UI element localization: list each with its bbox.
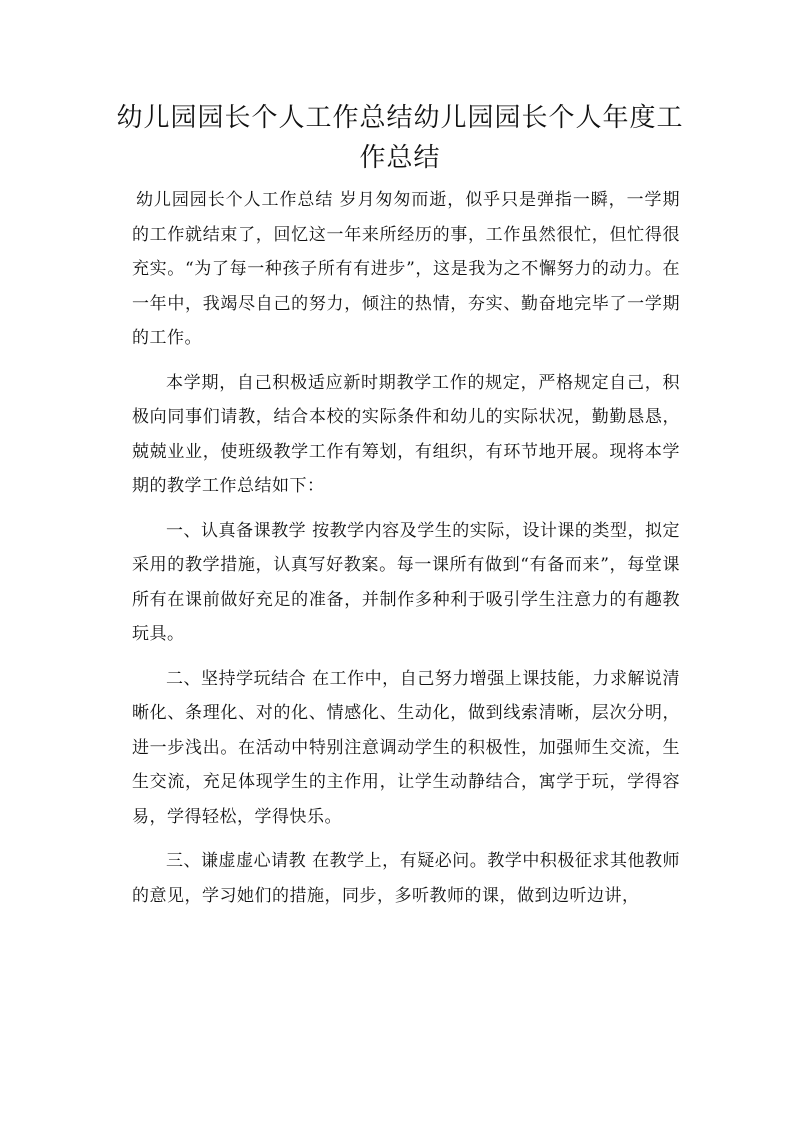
section-text: 在教学上，有疑必问。教学中积极征求其他教师的意见，学习她们的措施，同步，多听教师的课，做到边听边讲，: [132, 851, 681, 906]
section-text: 按教学内容及学生的实际，设计课的类型，拟定采用的教学措施，认真写好教案。每一课所有做到“有备而来”，每堂课所有在课前做好充足的准备，并制作多种利于吸引学生注意力的有趣教玩具。: [132, 520, 681, 644]
section-heading: 一、认真备课教学: [166, 520, 313, 541]
section-prepare-lessons: [132, 514, 680, 652]
document-body: [132, 183, 680, 923]
section-text: 在工作中，自己努力增强上课技能，力求解说清晰化、条理化、对的化、情感化、生动化，做到线索清晰，层次分明，进一步浅出。在活动中特别注意调动学生的积极性，加强师生交流，生生交流，充足体现学生的主作用，让学生动静结合，寓学于玩，学得容易，学得轻松，学得快乐。: [132, 668, 681, 827]
section-learning-play: [132, 662, 680, 835]
section-heading: 二、坚持学玩结合: [166, 668, 313, 689]
section-humble-consult: [132, 844, 680, 913]
document-title: 幼儿园园长个人工作总结幼儿园园长个人年度工作总结: [116, 103, 684, 173]
semester-paragraph: 本学期，自己积极适应新时期教学工作的规定，严格规定自己，积极向同事们请教，结合本校的实际条件和幼儿的实际状况，勤勤恳恳，兢兢业业，使班级教学工作有筹划，有组织，有环节地开展。现将本学期的教学工作总结如下：: [132, 372, 680, 496]
intro-paragraph: 幼儿园园长个人工作总结 岁月匆匆而逝，似乎只是弹指一瞬，一学期的工作就结束了，回忆这一年来所经历的事，工作虽然很忙，但忙得很充实。“为了每一种孩子所有有进步”，这是我为之不懈努力的动力。在一年中，我竭尽自己的努力，倾注的热情，夯实、勤奋地完毕了一学期的工作。: [132, 190, 680, 348]
section-heading: 三、谦虚虚心请教: [166, 851, 313, 871]
